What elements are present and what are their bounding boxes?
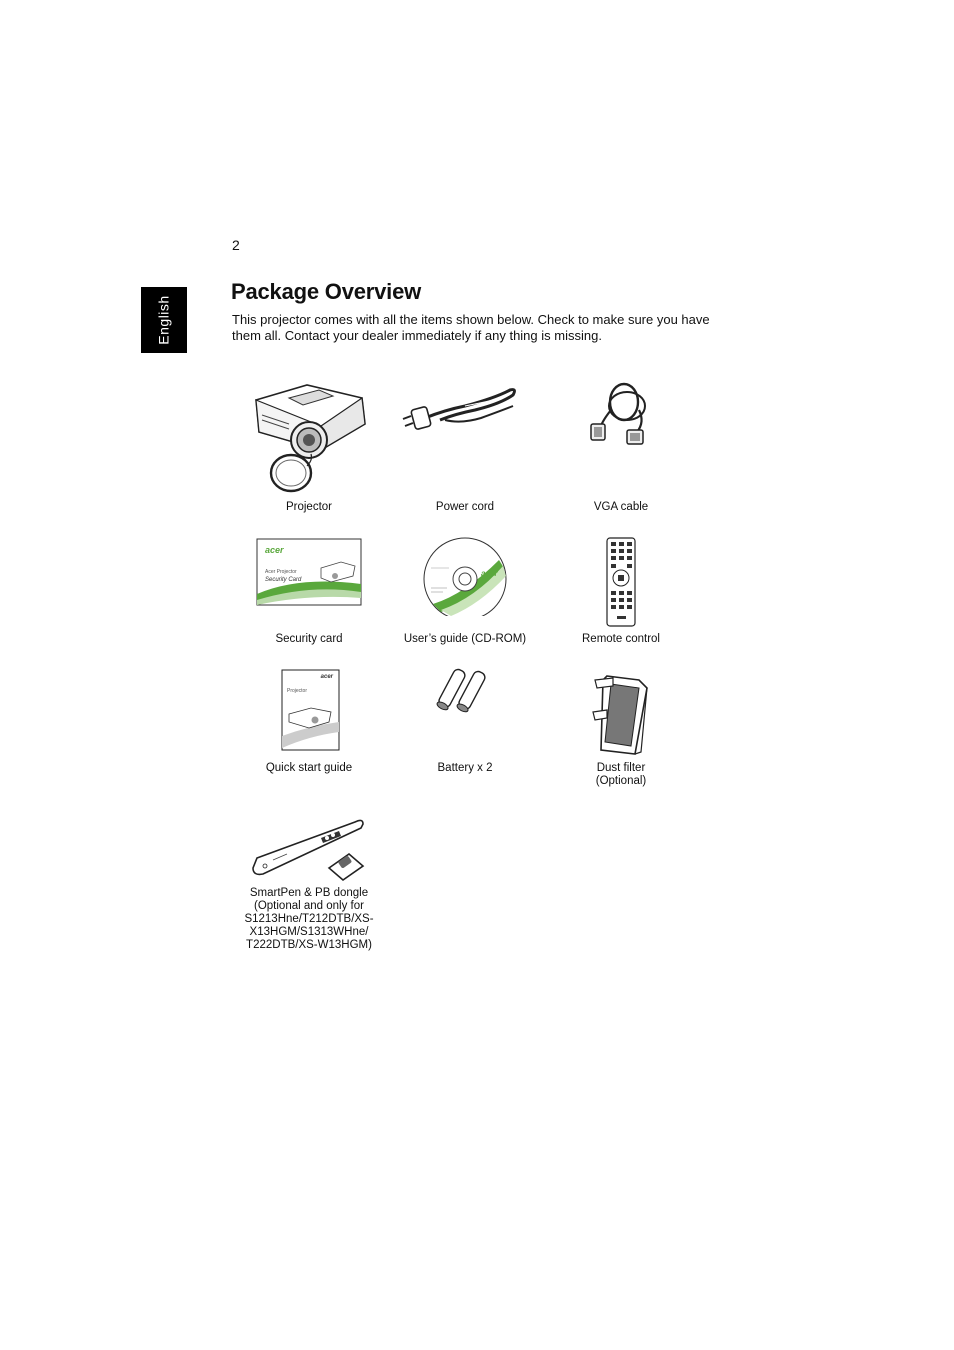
language-tab-label: English bbox=[156, 295, 173, 345]
item-label: Security card bbox=[275, 633, 343, 645]
security-card-line1: Acer Projector bbox=[265, 569, 297, 575]
item-label: User’s guide (CD-ROM) bbox=[403, 633, 527, 645]
item-label: Battery x 2 bbox=[437, 762, 493, 774]
security-card-brand: acer bbox=[265, 545, 284, 555]
item-label: Remote control bbox=[582, 633, 660, 645]
item-label: Projector bbox=[285, 501, 333, 513]
item-label: Dust filter (Optional) bbox=[595, 762, 647, 787]
item-label: VGA cable bbox=[593, 501, 649, 513]
cd-brand: acer bbox=[481, 569, 498, 578]
security-card-illustration bbox=[229, 536, 389, 616]
smartpen-dongle-illustration bbox=[229, 810, 389, 882]
dust-filter-illustration bbox=[541, 668, 701, 758]
security-card-line2: Security Card bbox=[265, 577, 302, 583]
battery-illustration bbox=[385, 668, 545, 752]
intro-paragraph: This projector comes with all the items shown below. Check to make sure you have them all. Contact your dealer immediately if any thing is missing. bbox=[232, 312, 710, 343]
guide-brand: acer bbox=[320, 674, 333, 680]
item-label: Quick start guide bbox=[265, 762, 353, 774]
item-label: Power cord bbox=[435, 501, 495, 513]
guide-title: Projector bbox=[287, 688, 308, 694]
cd-rom-illustration bbox=[385, 536, 545, 616]
language-tab bbox=[141, 287, 187, 353]
page-title: Package Overview bbox=[231, 279, 422, 304]
item-label: SmartPen & PB dongle (Optional and only for S1213Hne/T212DTB/XS- X13HGM/S1313WHne/ T222DTB/XS-W13HGM) bbox=[244, 887, 374, 951]
quick-start-guide-illustration bbox=[229, 668, 389, 752]
remote-control-illustration bbox=[541, 536, 701, 628]
power-cord-illustration bbox=[385, 380, 545, 495]
page-number: 2 bbox=[232, 237, 240, 253]
projector-illustration bbox=[229, 380, 389, 495]
vga-cable-illustration bbox=[541, 380, 701, 495]
